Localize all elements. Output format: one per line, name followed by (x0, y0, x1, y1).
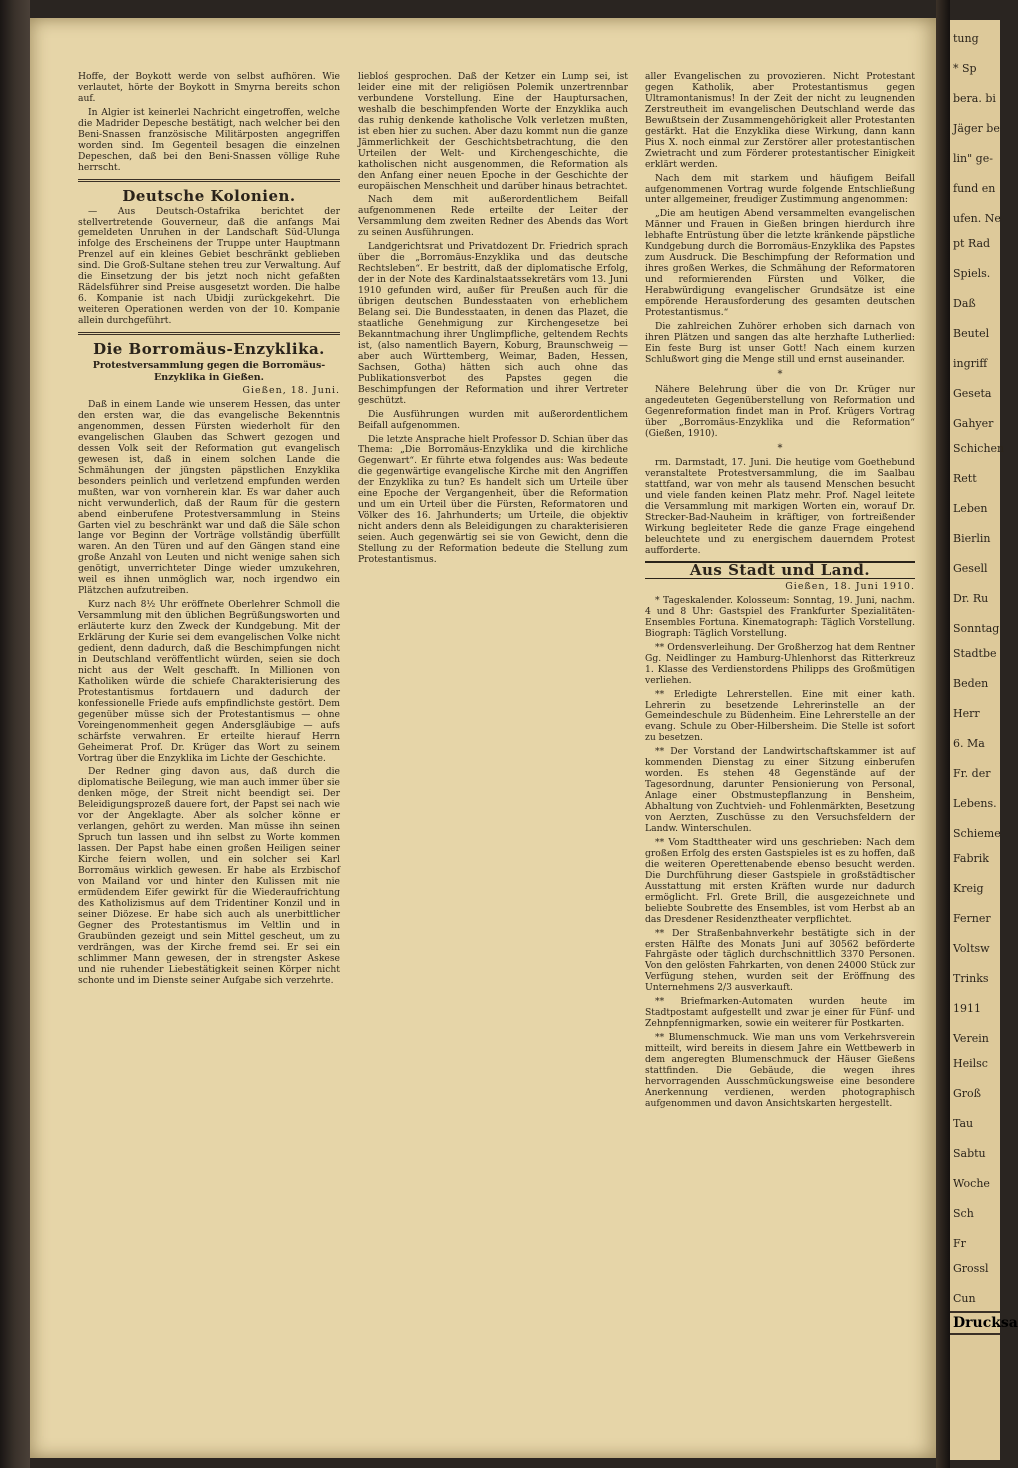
next-page-edge (950, 20, 1018, 1460)
next-page-fragment: Ferner (953, 912, 991, 925)
enzyklika-paragraph: Kurz nach 8½ Uhr eröffnete Oberlehrer Schmoll die Versammlung mit den üblichen Begrüßungsworten und erläuterte kurz den Zweck der Kundgebung. Mit der Erklärung der Kurie sei dem evangelischen Volke nicht gedient, denn dadurch, daß die Beschimpfungen nicht in Deutschland veröffentlicht würden, seien sie doch nicht aus der Welt geschafft. In Millionen von Katholiken würde die schiefe Charakterisierung des Protestantismus fortdauern und dadurch der konfessionelle Friede aufs empfindlichste gestört. Dem gegenüber müsse sich der Protestantismus — ohne Voreingenommenheit gegen Andersgläubige — aufs schärfste verwahren. Er erteilte hierauf Herrn Geheimerat Prof. Dr. Krüger das Wort zu seinem Vortrag über die Enzyklika im Lichte der Geschichte. (78, 599, 340, 764)
intro-paragraph-1: Hoffe, der Boykott werde von selbst aufhören. Wie verlautet, hörte der Boykott in Smyrna bereits schon auf. (78, 71, 340, 104)
local-news-item: ** Vom Stadttheater wird uns geschrieben: Nach dem großen Erfolg des ersten Gastspieles ist es zu hoffen, daß die weiteren Operettenabende ebenso besucht werden. Die Durchführung dieser Gastspiele in großstädtischer Ausstattung mit ersten Kräften wurde nur dadurch ermöglicht. Frl. Grete Brill, die ausgezeichnete und beliebte Soubrette des Ensembles, ist vom Herbst ab an das Dresdener Residenztheater verpflichtet. (645, 836, 915, 925)
section-ornament: * (777, 442, 783, 454)
next-page-fragment: Schichen (953, 442, 1005, 455)
next-page-fragment: lin" ge- (953, 152, 993, 165)
next-page-fragment: Gesell (953, 562, 988, 575)
next-page-fragment: ufen. Ne (953, 212, 1001, 225)
next-page-fragment: Heilsc (953, 1057, 988, 1070)
next-page-fragment: Voltsw (953, 942, 990, 955)
article-paragraph: Landgerichtsrat und Privatdozent Dr. Friedrich sprach über die „Borromäus-Enzyklika und das deutsche Rechtsleben“. Er bestritt, daß der diplomatische Erfolg, der in der Note des Kardinalstaatssekretärs vom 13. Juni 1910 gefunden wird, außer für Preußen auch für die übrigen deutschen Bundesstaaten von erheblichem Belang sei. Die Bundesstaaten, in denen das Plazet, die staatliche Genehmigung zur Kirchengesetze bei Bekanntmachung ihrer Unglimpfliche, geltendem Rechts ist, (also namentlich Bayern, Koburg, Braunschweig — aber auch Württemberg, Weimar, Baden, Hessen, Sachsen, Gotha) hätten sich auch ohne das Publikationsverbot des Papstes gegen die Beschimpfungen der Reformation und ihrer Vertreter geschützt. (358, 241, 628, 406)
next-page-fragment: Spiels. (953, 267, 991, 280)
next-page-fragment: bera. bi (953, 92, 996, 105)
next-page-fragment: Grossl (953, 1262, 989, 1275)
local-news-item: ** Erledigte Lehrerstellen. Eine mit einer kath. Lehrerin zu besetzende Lehrerinstelle an der Gemeindeschule zu Büdenheim. Eine Lehrerstelle an der evang. Schule zu Ober-Hilbersheim. Die Stelle ist sofort zu besetzen. (645, 688, 915, 744)
next-page-fragment: Groß (953, 1087, 982, 1100)
column-3 (645, 72, 915, 1428)
next-page-fragment: fund en (953, 182, 996, 195)
stadt-dateline: Gießen, 18. Juni 1910. (785, 580, 915, 592)
next-page-fragment: Herr (953, 707, 980, 720)
next-page-fragment: Sabtu (953, 1147, 986, 1160)
article-paragraph: Die letzte Ansprache hielt Professor D. Schian über das Thema: „Die Borromäus-Enzyklika und die kirchliche Gegenwart“. Er führte etwa folgendes aus: Was bedeute die gegenwärtige evangelische Kirche mit den Angriffen der Enzyklika zu tun? Es handelt sich um Urteile über eine Epoche der Vergangenheit, über die Reformation und um ein Urteil über die Fürsten, Reformatoren und Völker des 16. Jahrhunderts; um Urteile, die objektiv nicht anders denn als Beleidigungen zu charakterisieren seien. Auch gegenwärtig sei sie von Gewicht, denn die Stellung zu der Reformation bedeute die Stellung zum Protestantismus. (358, 433, 628, 565)
article-paragraph: liebloś gesprochen. Daß der Ketzer ein Lump sei, ist leider eine mit der religiösen Polemik unzertrennbar verbundene Vorstellung. Eine der Hauptursachen, weshalb die beschimpfenden Worte der Enzyklika auch das ruhig denkende katholische Volk verletzen mußten, ist eben hier zu suchen. Aber dazu kommt nun die ganze Jämmerlichkeit der Geschichtsbetrachtung, die den Urteilen der Welt- und Kirchengeschichte, die katholischen nicht ausgenommen, die Reformation als den Anfang einer neuen Epoche in der Geschichte der europäischen Menschheit und darüber hinaus betrachtet. (358, 71, 628, 192)
next-page-fragment: Bierlin (953, 532, 991, 545)
section-ornament: * (777, 368, 783, 380)
section-divider (78, 179, 340, 182)
next-page-fragment: Verein (953, 1032, 989, 1045)
local-news-item: ** Der Straßenbahnverkehr bestätigte sich in der ersten Hälfte des Monats Juni auf 30562 beförderte Fahrgäste oder täglich durchschnittlich 3370 Personen. Von den gelösten Fahrkarten, von denen 24000 Stück zur Verfügung stehen, wurden seit der Eröffnung des Unternehmens 2/3 ausverkauft. (645, 927, 915, 994)
next-page-fragment: 1911 (953, 1002, 981, 1015)
kolonien-paragraph: — Aus Deutsch-Ostafrika berichtet der stellvertretende Gouverneur, daß die anfangs Mai gemeldeten Unruhen in der Landschaft Süd-Ulunga infolge des Erscheinens der Truppe unter Hauptmann Prenzel auf ein kleines Gebiet beschränkt geblieben sind. Die Groß-Sultane stehen treu zur Verwaltung. Auf die Einsetzung der bis jetzt noch nicht gefaßten Rädelsführer sind Preise ausgesetzt worden. Die halbe 6. Kompanie ist nach Ubidji zurückgekehrt. Die weiteren Operationen werden von der 10. Kompanie allein durchgeführt. (78, 205, 340, 327)
next-page-fragment: Trinks (953, 972, 989, 985)
next-page-box: Drucksa (950, 1311, 1000, 1335)
kolonien-heading: Deutsche Kolonien. (122, 186, 296, 205)
local-news-item: ** Der Vorstand der Landwirtschaftskammer ist auf kommenden Dienstag zu einer Sitzung einberufen worden. Es stehen 48 Gegenstände auf der Tagesordnung, darunter Pensionierung von Personal, Anlage einer Obstmustepflanzung in Bensheim, Abhaltung von Zuchtvieh- und Fohlenmärkten, Besetzung von Aerzten, Zuschüsse zu den Versuchsfeldern der Landw. Winterschulen. (645, 746, 915, 834)
section-divider (78, 332, 340, 335)
next-page-fragments (950, 32, 1005, 1305)
local-news-item: ** Ordensverleihung. Der Großherzog hat dem Rentner Gg. Neidlinger zu Hamburg-Uhlenhorst das Ritterkreuz 1. Klasse des Verdienstordens Philipps des Großmütigen verliehen. (645, 641, 915, 686)
local-news-item: ** Briefmarken-Automaten wurden heute im Stadtpostamt aufgestellt und zwar je einer für Fünf- und Zehnpfennigmarken, sowie ein weiterer für Postkarten. (645, 996, 915, 1030)
next-page-fragment: Stadtbe (953, 647, 997, 660)
book-spine (0, 0, 30, 1468)
article-paragraph: „Die am heutigen Abend versammelten evangelischen Männer und Frauen in Gießen bringen hierdurch ihre lebhafte Entrüstung über die letzte kränkende päpstliche Kundgebung durch die Borromäus-Enzyklika des Papstes zum Ausdruck. Die Beschimpfung der Reformation und ihres großen Werkes, die Schmähung der Reformatoren und reformierenden Fürsten und Völker, die Herabwürdigung evangelischer Grundsätze ist eine empörende Herausforderung des gesamten deutschen Protestantismus.“ (645, 208, 915, 319)
next-page-fragment: Gahyer (953, 417, 994, 430)
article-paragraph: Nach dem mit außerordentlichem Beifall aufgenommenen Rede erteilte der Leiter der Versammlung dem zweiten Redner des Abends das Wort zu seinen Ausführungen. (358, 194, 628, 239)
next-page-fragment: Fr. der (953, 767, 991, 780)
column-1 (78, 72, 340, 1428)
next-page-fragment: Sch (953, 1207, 974, 1220)
next-page-fragment: Leben (953, 502, 988, 515)
enzyklika-paragraph: Der Redner ging davon aus, daß durch die diplomatische Beilegung, wie man auch immer über sie denken möge, der Streit nicht beendigt sei. Der Beleidigungsprozeß dauere fort, der Papst sei nach wie vor der Angeklagte. Aber als solcher könne er verlangen, gehört zu werden. Man müsse ihn seinen Spruch tun lassen und ihn selbst zu Worte kommen lassen. Der Papst habe einen großen Heiligen seiner Kirche feiern wollen, und ein solcher sei Karl Borromäus wirklich gewesen. Er habe als Erzbischof von Mailand vor und hinter den Kulissen mit nie ermüdendem Eifer gewirkt für die Wiederaufrichtung des Katholizismus auf dem Tridentiner Konzil und in seiner Diözese. Er habe sich auch als unerbittlicher Gegner des Protestantismus im Veltlin und in Graubünden gezeigt und sein Mittel gescheut, um zu verdrängen, was der Kirche fremd sei. Er sei ein schlimmer Mann gewesen, der in strengster Askese und nie ruhender Liebestätigkeit seinen Körper nicht schonte und im Dienste seiner Aufgabe sich verzehrte. (78, 766, 340, 986)
next-page-fragment: ingriff (953, 357, 988, 370)
local-news-item: * Tageskalender. Kolosseum: Sonntag, 19. Juni, nachm. 4 und 8 Uhr: Gastspiel des Frankfurter Spezialitäten-Ensembles Fortuna. Kinematograph: Täglich Vorstellung. Biograph: Täglich Vorstellung. (645, 594, 915, 639)
next-page-fragment: Cun (953, 1292, 976, 1305)
next-page-fragment: * Sp (953, 62, 977, 75)
next-page-fragment: Daß (953, 297, 976, 310)
stadt-heading: Aus Stadt und Land. (645, 561, 915, 579)
next-page-fragment: Lebens. (953, 797, 997, 810)
next-page-fragment: Dr. Ru (953, 592, 989, 605)
next-page-fragment: Fabrik (953, 852, 989, 865)
column-2 (358, 72, 628, 1428)
enzyklika-paragraph: Daß in einem Lande wie unserem Hessen, das unter den ersten war, die das evangelische Bekenntnis angenommen, dessen Fürsten wiederholt für den evangelischen Glauben das Schwert gezogen und dessen Volk seit der Reformation gut evangelisch gewesen ist, daß in einem solchen Lande die Schmähungen der jüngsten päpstlichen Enzyklika besonders peinlich und verletzend empfunden werden mußten, war von vornherein klar. Es war daher auch nicht verwunderlich, daß der Raum für die gestern abend einberufene Protestversammlung in Steins Garten viel zu beschränkt war und daß die Säle schon lange vor Beginn der Vorträge vollständig überfüllt waren. An den Türen und auf den Gängen stand eine große Anzahl von Leuten und nicht wenige sahen sich genötigt, unverrichteter Dinge wieder umzukehren, weil es ihnen unmöglich war, noch irgendwo ein Plätzchen aufzutreiben. (78, 399, 340, 597)
next-page-fragment: 6. Ma (953, 737, 985, 750)
article-paragraph: aller Evangelischen zu provozieren. Nicht Protestant gegen Katholik, aber Protestantismus gegen Ultramontanismus! In der Zeit der nicht zu leugnenden Zerstreutheit im evangelischen Deutschland werde das Bewußtsein der Zusammengehörigkeit aller Protestanten gestärkt. Hat die Enzyklika diese Wirkung, dann kann Pius X. noch einmal zur Zerstörer aller protestantischen Zwietracht und zum Förderer protestantischer Einigkeit erklärt werden. (645, 71, 915, 170)
next-page-fragment: Beden (953, 677, 989, 690)
local-news-item: ** Blumenschmuck. Wie man uns vom Verkehrsverein mitteilt, wird bereits in diesem Jahre ein Wettbewerb in dem angeregten Blumenschmuck der Häuser Gießens stattfinden. Die Gebäude, die wegen ihres hervorragenden Ausschmückungsweise eine besondere Anerkennung verdienen, werden photographisch aufgenommen und davon Ansichtskarten hergestellt. (645, 1032, 915, 1109)
enzyklika-subheading: Protestversammlung gegen die Borromäus-Enzyklika in Gießen. (92, 360, 326, 384)
next-page-fragment: Kreig (953, 882, 984, 895)
enzyklika-heading: Die Borromäus-Enzyklika. (93, 340, 325, 359)
page-gutter (936, 0, 950, 1468)
article-paragraph: Nach dem mit starkem und häufigem Beifall aufgenommenen Vortrag wurde folgende Entschließung unter allgemeiner, freudiger Zustimmung angenommen: (645, 172, 915, 206)
next-page-fragment: Sonntag (953, 622, 1000, 635)
intro-paragraph-2: In Algier ist keinerlei Nachricht eingetroffen, welche die Madrider Depesche bestätigt, nach welcher bei den Beni-Snassen französische Militärposten angegriffen worden sind. Im Gegenteil besagen die einzelnen Depeschen, daß bei den Beni-Snassen völlige Ruhe herrscht. (78, 106, 340, 173)
next-page-fragment: Rett (953, 472, 977, 485)
next-page-fragment: Woche (953, 1177, 990, 1190)
article-paragraph: Die Ausführungen wurden mit außerordentlichem Beifall aufgenommen. (358, 408, 628, 431)
enzyklika-dateline: Gießen, 18. Juni. (242, 385, 340, 397)
next-page-fragment: Tau (953, 1117, 974, 1130)
next-page-fragment: Beutel (953, 327, 990, 340)
next-page-fragment: Fr (953, 1237, 966, 1250)
article-paragraph: Die zahlreichen Zuhörer erhoben sich darnach von ihren Plätzen und sangen das alte herzhafte Lutherlied: Ein feste Burg ist unser Gott! Nach einem kurzen Schlußwort ging die Menge still und ernst auseinander. (645, 320, 915, 365)
next-page-fragment: pt Rad (953, 237, 991, 250)
article-paragraph: Nähere Belehrung über die von Dr. Krüger nur angedeuteten Gegenüberstellung von Reformation und Gegenreformation findet man in Prof. Krügers Vortrag über „Borromäus-Enzyklika und die Reformation“ (Gießen, 1910). (645, 383, 915, 439)
next-page-fragment: tung (953, 32, 979, 45)
next-page-fragment: Schieme (953, 827, 1001, 840)
next-page-fragment: Geseta (953, 387, 992, 400)
next-page-fragment: Jäger be (953, 122, 1000, 135)
article-paragraph: rm. Darmstadt, 17. Juni. Die heutige vom Goethebund veranstaltete Protestversammlung, die im Saalbau stattfand, war von mehr als tausend Menschen besucht und viele fanden keinen Platz mehr. Prof. Nagel leitete die Versammlung mit markigen Worten ein, worauf Dr. Strecker-Bad-Nauheim in kräftiger, von fortreißender Wirkung begleiteter Rede die ganze Frage eingehend beleuchtete und zu energischem dauerndem Protest aufforderte. (645, 457, 915, 557)
